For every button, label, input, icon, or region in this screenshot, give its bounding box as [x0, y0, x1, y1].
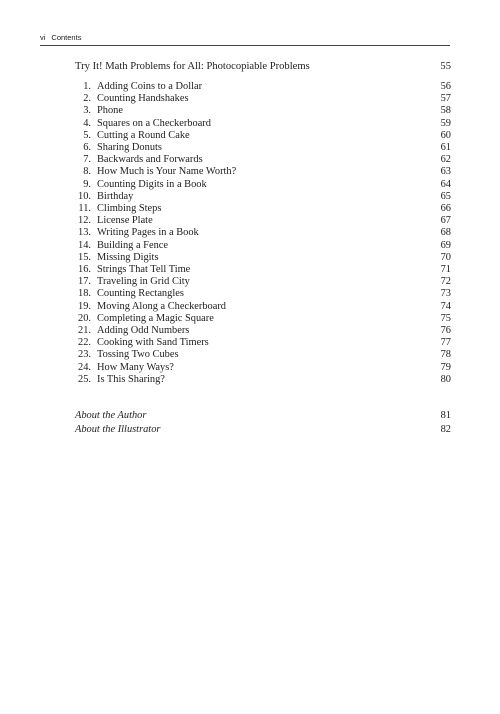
- entry-page: 69: [440, 239, 451, 251]
- toc-entry[interactable]: [75, 191, 451, 203]
- entry-page: 67: [440, 215, 451, 227]
- toc-entry[interactable]: [75, 130, 451, 142]
- entry-title: Climbing Steps: [97, 203, 162, 215]
- entry-number: 22.: [78, 337, 91, 349]
- entry-title: Sharing Donuts: [97, 142, 162, 154]
- entry-page: 74: [440, 300, 451, 312]
- entry-title: How Much is Your Name Worth?: [97, 166, 237, 178]
- entry-number: 21.: [78, 325, 91, 337]
- toc-entry[interactable]: [75, 179, 451, 191]
- entry-page: 68: [440, 227, 451, 239]
- entry-number: 11.: [78, 203, 91, 215]
- entry-page: 56: [440, 81, 451, 92]
- entry-page: 80: [440, 373, 451, 385]
- entry-page: 62: [440, 154, 451, 166]
- section-page: 55: [440, 61, 451, 72]
- entry-title: Missing Digits: [97, 251, 159, 263]
- entry-number: 15.: [78, 251, 91, 263]
- entry-title: Tossing Two Cubes: [97, 349, 179, 361]
- back-matter-entry[interactable]: [75, 409, 451, 423]
- entry-number: 14.: [78, 239, 91, 251]
- back-matter-title: About the Author: [75, 410, 147, 421]
- toc-entry[interactable]: [75, 337, 451, 349]
- toc-entry[interactable]: [75, 276, 451, 288]
- entry-number: 23.: [78, 349, 91, 361]
- running-head-title: Contents: [51, 33, 82, 42]
- entry-page: 64: [440, 178, 451, 190]
- toc-entry[interactable]: [75, 203, 451, 215]
- entry-number: 4.: [83, 117, 91, 129]
- entry-page: 72: [440, 276, 451, 288]
- toc-entry[interactable]: [75, 215, 451, 227]
- toc-entry[interactable]: [75, 325, 451, 337]
- entry-page: 58: [440, 105, 451, 117]
- toc-entry[interactable]: [75, 118, 451, 130]
- toc-entry[interactable]: [75, 240, 451, 252]
- back-matter-page: 81: [440, 410, 451, 421]
- entry-page: 73: [440, 288, 451, 300]
- entry-title: Counting Handshakes: [97, 93, 189, 105]
- entry-number: 7.: [83, 154, 91, 166]
- entry-title: How Many Ways?: [97, 361, 174, 373]
- entry-number: 2.: [83, 93, 91, 105]
- entry-number: 10.: [78, 190, 91, 202]
- entry-page: 77: [440, 337, 451, 349]
- toc-entry[interactable]: [75, 166, 451, 178]
- section-heading[interactable]: [75, 61, 451, 72]
- toc-entry[interactable]: [75, 362, 451, 374]
- entry-number: 13.: [78, 227, 91, 239]
- back-matter-title: About the Illustrator: [75, 423, 161, 435]
- entry-page: 75: [440, 312, 451, 324]
- running-head: [40, 33, 444, 42]
- entry-number: 20.: [78, 312, 91, 324]
- toc-entry[interactable]: [75, 288, 451, 300]
- table-of-contents: [75, 61, 451, 386]
- entry-title: Traveling in Grid City: [97, 276, 190, 288]
- header-rule: [40, 45, 450, 46]
- entry-page: 66: [440, 203, 451, 215]
- entry-number: 25.: [78, 373, 91, 385]
- entry-title: Is This Sharing?: [97, 373, 165, 385]
- entry-title: Phone: [97, 105, 123, 117]
- entry-title: Writing Pages in a Book: [97, 227, 199, 239]
- entry-number: 6.: [83, 142, 91, 154]
- toc-entry[interactable]: [75, 105, 451, 117]
- toc-entry[interactable]: [75, 227, 451, 239]
- entry-title: Counting Digits in a Book: [97, 178, 207, 190]
- entry-page: 59: [440, 117, 451, 129]
- entry-page: 76: [440, 325, 451, 337]
- entry-page: 65: [440, 190, 451, 202]
- back-matter-list: [75, 409, 451, 436]
- entry-title: Backwards and Forwards: [97, 154, 203, 166]
- entry-page: 71: [440, 264, 451, 276]
- toc-entry[interactable]: [75, 301, 451, 313]
- back-matter-entry[interactable]: [75, 423, 451, 437]
- toc-entry-list: [75, 81, 451, 386]
- entry-number: 12.: [78, 215, 91, 227]
- toc-entry[interactable]: [75, 374, 451, 386]
- entry-number: 9.: [83, 178, 91, 190]
- entry-title: Cutting a Round Cake: [97, 129, 190, 141]
- toc-entry[interactable]: [75, 142, 451, 154]
- entry-number: 17.: [78, 276, 91, 288]
- entry-number: 8.: [83, 166, 91, 178]
- entry-page: 60: [440, 129, 451, 141]
- entry-title: Birthday: [97, 190, 134, 202]
- entry-page: 70: [440, 251, 451, 263]
- toc-entry[interactable]: [75, 154, 451, 166]
- section-title: Try It! Math Problems for All: Photocopiable Problems: [75, 61, 310, 72]
- entry-page: 79: [440, 361, 451, 373]
- entry-page: 57: [440, 93, 451, 105]
- entry-page: 61: [440, 142, 451, 154]
- entry-number: 1.: [83, 81, 91, 92]
- page-number: vi: [40, 33, 46, 42]
- entry-page: 63: [440, 166, 451, 178]
- entry-page: 78: [440, 349, 451, 361]
- entry-number: 24.: [78, 361, 91, 373]
- toc-entry[interactable]: [75, 313, 451, 325]
- entry-number: 5.: [83, 129, 91, 141]
- entry-title: Cooking with Sand Timers: [97, 337, 209, 349]
- entry-title: Moving Along a Checkerboard: [97, 300, 226, 312]
- toc-entry[interactable]: [75, 93, 451, 105]
- entry-title: Strings That Tell Time: [97, 264, 191, 276]
- entry-title: Completing a Magic Square: [97, 312, 214, 324]
- entry-number: 16.: [78, 264, 91, 276]
- toc-entry[interactable]: [75, 252, 451, 264]
- entry-number: 18.: [78, 288, 91, 300]
- entry-title: Counting Rectangles: [97, 288, 184, 300]
- entry-number: 3.: [83, 105, 91, 117]
- entry-title: Squares on a Checkerboard: [97, 117, 211, 129]
- entry-title: Adding Coins to a Dollar: [97, 81, 203, 92]
- toc-entry[interactable]: [75, 349, 451, 361]
- entry-title: License Plate: [97, 215, 153, 227]
- entry-title: Building a Fence: [97, 239, 168, 251]
- entry-number: 19.: [78, 300, 91, 312]
- back-matter-page: 82: [440, 423, 451, 435]
- entry-title: Adding Odd Numbers: [97, 325, 190, 337]
- toc-entry[interactable]: [75, 81, 451, 93]
- toc-entry[interactable]: [75, 264, 451, 276]
